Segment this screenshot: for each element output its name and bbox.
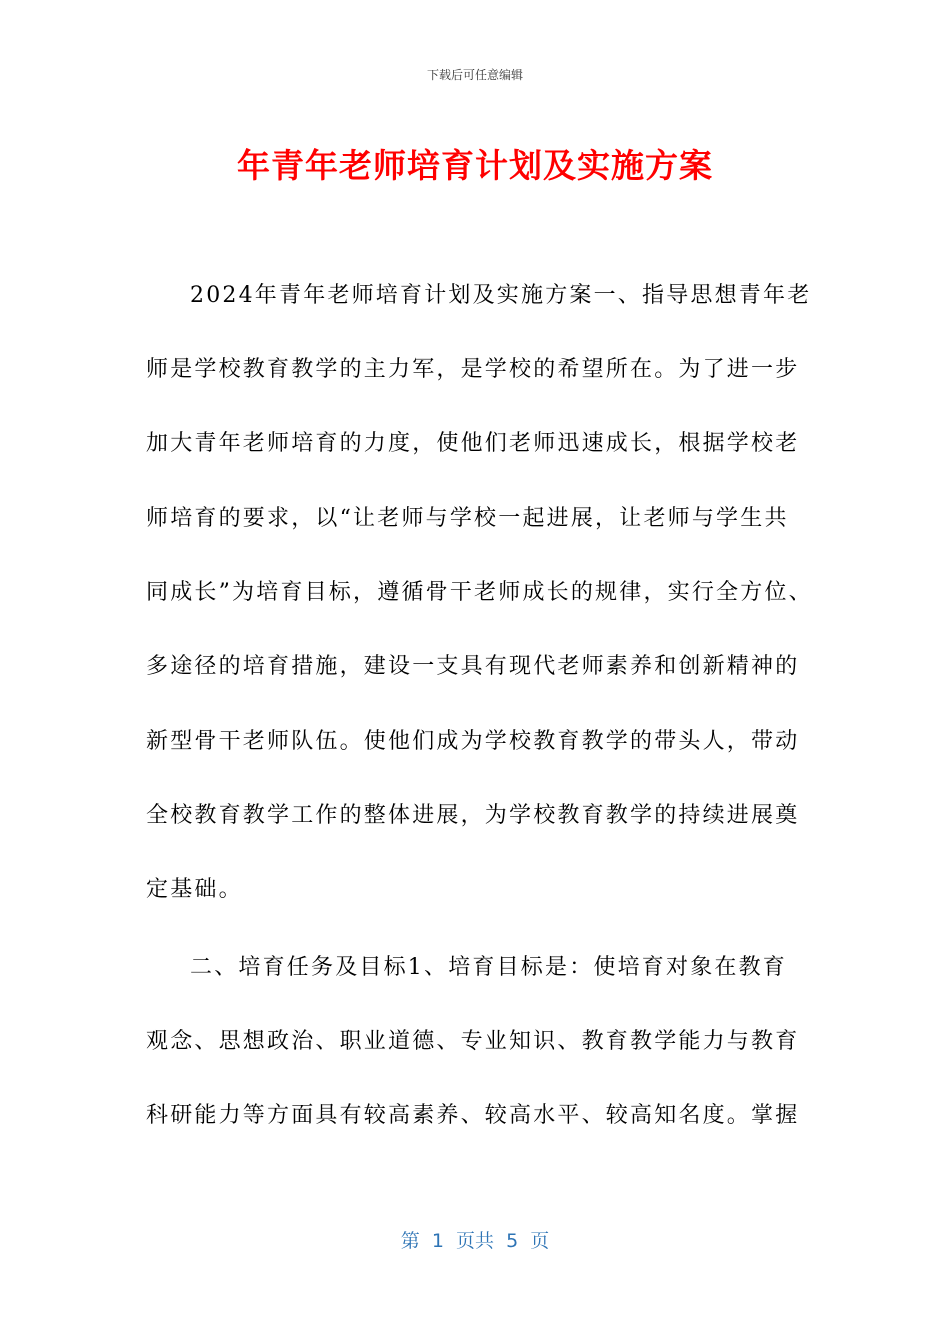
body-line: 加大青年老师培育的力度，使他们老师迅速成长，根据学校老 (146, 431, 800, 456)
document-title: 年青年老师培育计划及实施方案 (237, 146, 713, 185)
body-line: 师培育的要求，以“让老师与学校一起进展，让老师与学生共 (146, 506, 789, 531)
body-line: 师是学校教育教学的主力军，是学校的希望所在。为了进一步 (146, 357, 800, 382)
body-line: 科研能力等方面具有较高素养、较高水平、较高知名度。掌握 (146, 1103, 800, 1128)
body-line: 多途径的培育措施，建设一支具有现代老师素养和创新精神的 (146, 654, 800, 679)
body-line: 2024年青年老师培育计划及实施方案一、指导思想青年老 (190, 283, 812, 308)
page-number: 第 1 页共 5 页 (400, 1230, 550, 1252)
header-note: 下载后可任意编辑 (426, 68, 523, 82)
body-line: 全校教育教学工作的整体进展，为学校教育教学的持续进展奠 (146, 803, 800, 828)
body-line: 观念、思想政治、职业道德、专业知识、教育教学能力与教育 (146, 1029, 800, 1054)
body-line: 定基础。 (146, 877, 243, 902)
body-line: 同成长”为培育目标，遵循骨干老师成长的规律，实行全方位、 (146, 580, 813, 605)
body-line: 新型骨干老师队伍。使他们成为学校教育教学的带头人，带动 (146, 729, 800, 754)
body-line: 二、培育任务及目标1、培育目标是：使培育对象在教育 (190, 955, 787, 980)
